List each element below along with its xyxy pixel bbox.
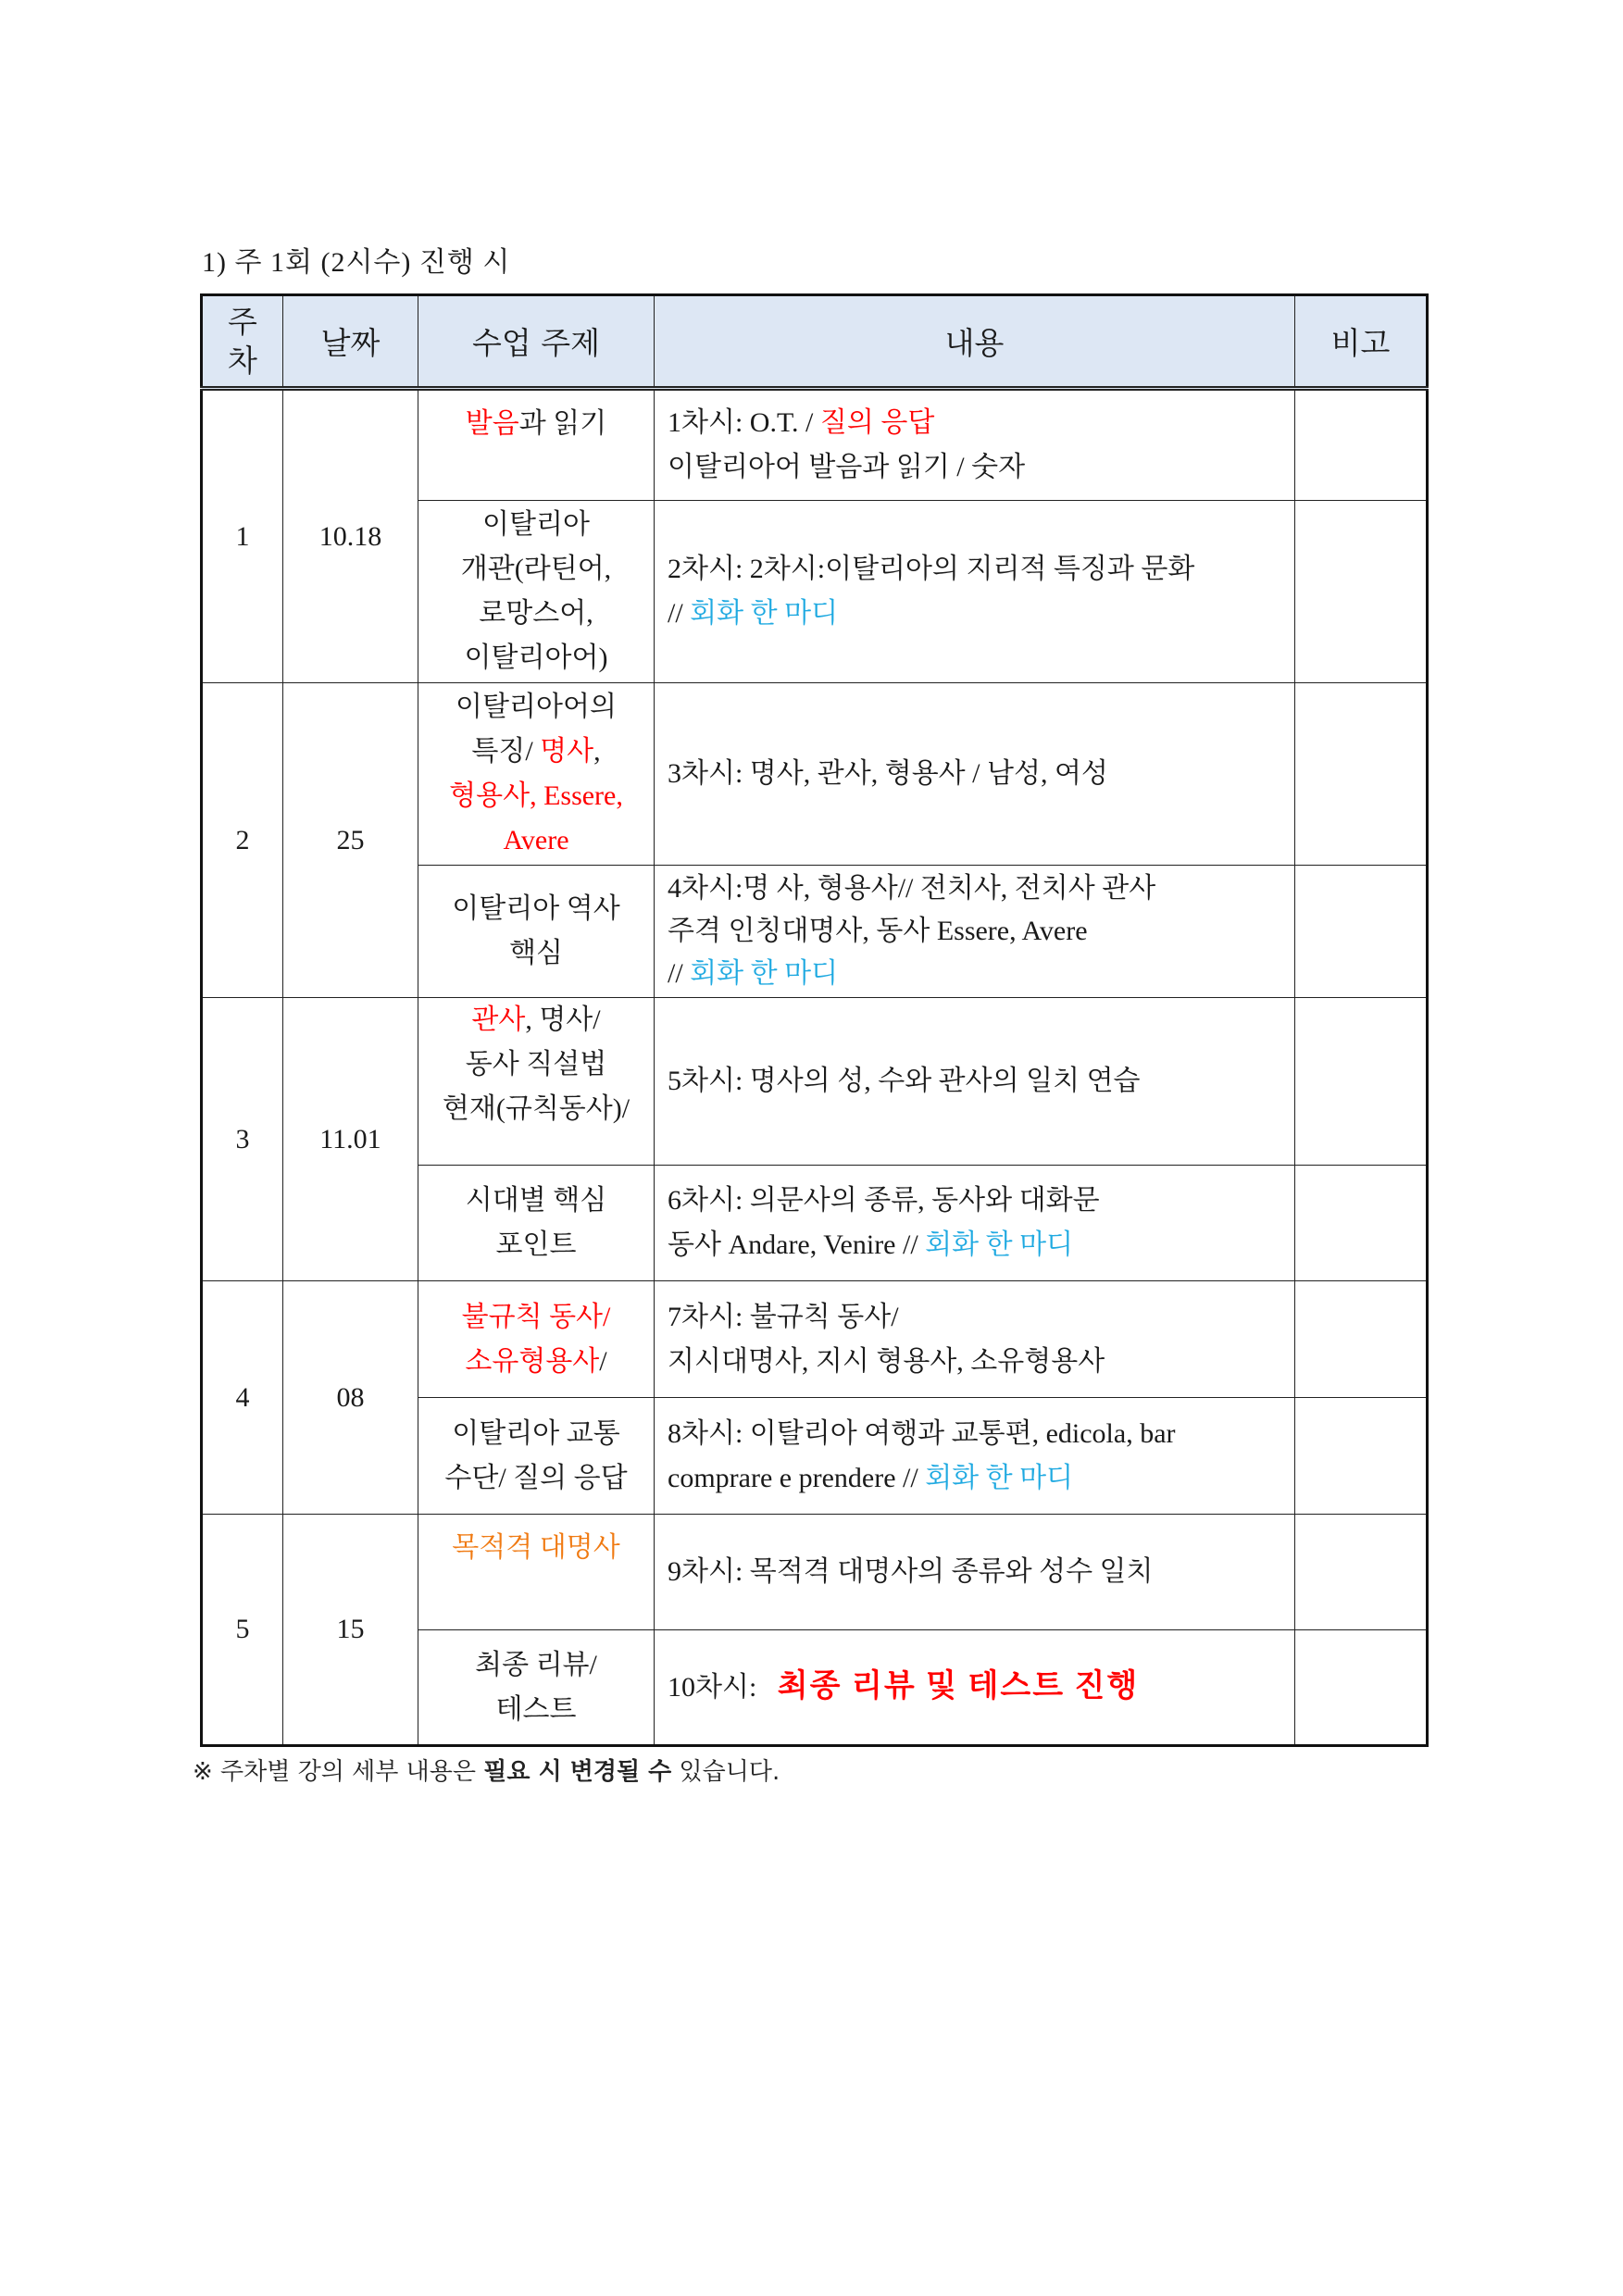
content-highlight: 회화 한 마디: [690, 958, 839, 989]
note-cell: [1295, 1398, 1428, 1515]
content-text: 동사 Andare, Venire //: [668, 1229, 926, 1260]
content-cell: [655, 1166, 1295, 1281]
topic-text: 이탈리아: [482, 509, 590, 540]
topic-text: 현재(규칙동사)/: [442, 1093, 630, 1124]
topic-text: 수단/ 질의 응답: [444, 1462, 628, 1493]
note-cell: [1295, 1515, 1428, 1630]
topic-text: 이탈리아 교통: [452, 1417, 620, 1449]
content-text: 지시대명사, 지시 형용사, 소유형용사: [668, 1345, 1105, 1377]
content-highlight: 최종 리뷰 및 테스트 진행: [777, 1669, 1140, 1703]
note-cell: [1295, 1166, 1428, 1281]
content-text: 주격 인칭대명사, 동사 Essere, Avere: [668, 916, 1088, 946]
table-row: [202, 1281, 1428, 1398]
table-row: [202, 683, 1428, 866]
topic-cell: [418, 683, 655, 866]
note-cell: [1295, 866, 1428, 998]
header-date: 날짜: [283, 295, 418, 389]
topic-highlight: 관사: [471, 1004, 526, 1035]
topic-text: 이탈리아어의: [456, 692, 617, 722]
topic-text: 핵심: [509, 938, 563, 968]
table-header-row: [202, 295, 1428, 389]
content-cell: [655, 1630, 1295, 1746]
topic-highlight: 명사: [540, 736, 594, 767]
date-cell: 08: [283, 1281, 418, 1515]
content-cell: [655, 389, 1295, 501]
content-text: 3차시: 명사, 관사, 형용사 / 남성, 여성: [668, 758, 1108, 789]
content-text: 6차시: 의문사의 종류, 동사와 대화문: [668, 1185, 1100, 1216]
content-text: 2차시: 2차시:이탈리아의 지리적 특징과 문화: [668, 554, 1195, 584]
topic-text: 포인트: [495, 1229, 577, 1260]
note-cell: [1295, 683, 1428, 866]
footnote-prefix: ※ 주차별 강의 세부 내용은: [193, 1758, 484, 1786]
topic-text: ,: [593, 736, 601, 767]
week-cell: 1: [202, 389, 283, 683]
topic-cell: [418, 1630, 655, 1746]
content-highlight: 회화 한 마디: [925, 1462, 1074, 1493]
note-cell: [1295, 1281, 1428, 1398]
section-heading: 1) 주 1회 (2시수) 진행 시: [202, 247, 511, 278]
topic-highlight: 불규칙 동사/: [461, 1301, 611, 1332]
table-row: [202, 1515, 1428, 1630]
note-cell: [1295, 389, 1428, 501]
content-highlight: 회화 한 마디: [690, 598, 839, 629]
content-text: 9차시: 목적격 대명사의 종류와 성수 일치: [668, 1556, 1154, 1587]
topic-cell: [418, 1398, 655, 1515]
date-cell: 15: [283, 1515, 418, 1746]
content-highlight: 회화 한 마디: [925, 1229, 1074, 1260]
topic-text: 이탈리아어): [464, 643, 608, 673]
footnote-bold: 필요 시 변경될 수: [483, 1758, 672, 1786]
topic-text: 개관(라틴어,: [460, 554, 612, 584]
schedule-table: [200, 293, 1429, 1747]
week-cell: 4: [202, 1281, 283, 1515]
header-week-line1: 주: [228, 303, 257, 340]
topic-cell: [418, 501, 655, 683]
topic-highlight: 형용사, Essere,: [449, 780, 623, 811]
content-text: 10차시:: [668, 1672, 764, 1703]
note-cell: [1295, 501, 1428, 683]
note-cell: [1295, 1630, 1428, 1746]
header-week-line2: 차: [228, 342, 257, 379]
topic-cell: [418, 998, 655, 1166]
topic-highlight: 발음: [465, 408, 519, 439]
week-cell: 2: [202, 683, 283, 998]
footnote: [193, 1753, 780, 1787]
table-row: [202, 389, 1428, 501]
content-cell: [655, 998, 1295, 1166]
content-text: 1차시: O.T. /: [668, 407, 820, 438]
content-text: //: [668, 958, 691, 989]
topic-text: 이탈리아 역사: [452, 893, 620, 924]
week-cell: 5: [202, 1515, 283, 1746]
content-cell: [655, 866, 1295, 998]
topic-highlight: 목적격 대명사: [452, 1532, 620, 1563]
content-text: 5차시: 명사의 성, 수와 관사의 일치 연습: [668, 1066, 1141, 1096]
topic-highlight: 소유형용사: [465, 1345, 600, 1377]
content-text: comprare e prendere //: [668, 1462, 926, 1493]
topic-text: 로망스어,: [479, 598, 593, 629]
date-cell: 25: [283, 683, 418, 998]
topic-cell: [418, 1515, 655, 1630]
header-topic: 수업 주제: [418, 295, 655, 389]
topic-text: /: [599, 1345, 607, 1377]
topic-cell: [418, 1166, 655, 1281]
topic-text: 최종 리뷰/: [475, 1649, 597, 1680]
note-cell: [1295, 998, 1428, 1166]
content-cell: [655, 1281, 1295, 1398]
topic-text: 과 읽기: [518, 408, 607, 439]
content-cell: [655, 1398, 1295, 1515]
content-text: 이탈리아어 발음과 읽기 / 숫자: [668, 452, 1026, 482]
content-text: 8차시: 이탈리아 여행과 교통편, edicola, bar: [668, 1417, 1176, 1449]
content-text: //: [668, 598, 691, 629]
content-cell: [655, 1515, 1295, 1630]
topic-text: , 명사/: [525, 1004, 601, 1035]
content-text: 7차시: 불규칙 동사/: [668, 1301, 899, 1332]
topic-text: 테스트: [495, 1693, 577, 1725]
topic-cell: [418, 389, 655, 501]
date-cell: 11.01: [283, 998, 418, 1281]
topic-text: 시대별 핵심: [465, 1185, 607, 1216]
topic-text: 동사 직설법: [465, 1049, 607, 1079]
footnote-suffix: 있습니다.: [671, 1758, 780, 1786]
header-content: 내용: [655, 295, 1295, 389]
topic-highlight: Avere: [503, 825, 569, 855]
topic-cell: [418, 1281, 655, 1398]
header-week: [202, 295, 283, 389]
header-note: 비고: [1295, 295, 1428, 389]
content-text: 4차시:명 사, 형용사// 전치사, 전치사 관사: [668, 873, 1156, 904]
week-cell: 3: [202, 998, 283, 1281]
content-highlight: 질의 응답: [819, 407, 935, 438]
date-cell: 10.18: [283, 389, 418, 683]
topic-text: 특징/: [471, 736, 541, 767]
content-cell: [655, 501, 1295, 683]
table-row: [202, 998, 1428, 1166]
topic-cell: [418, 866, 655, 998]
content-cell: [655, 683, 1295, 866]
